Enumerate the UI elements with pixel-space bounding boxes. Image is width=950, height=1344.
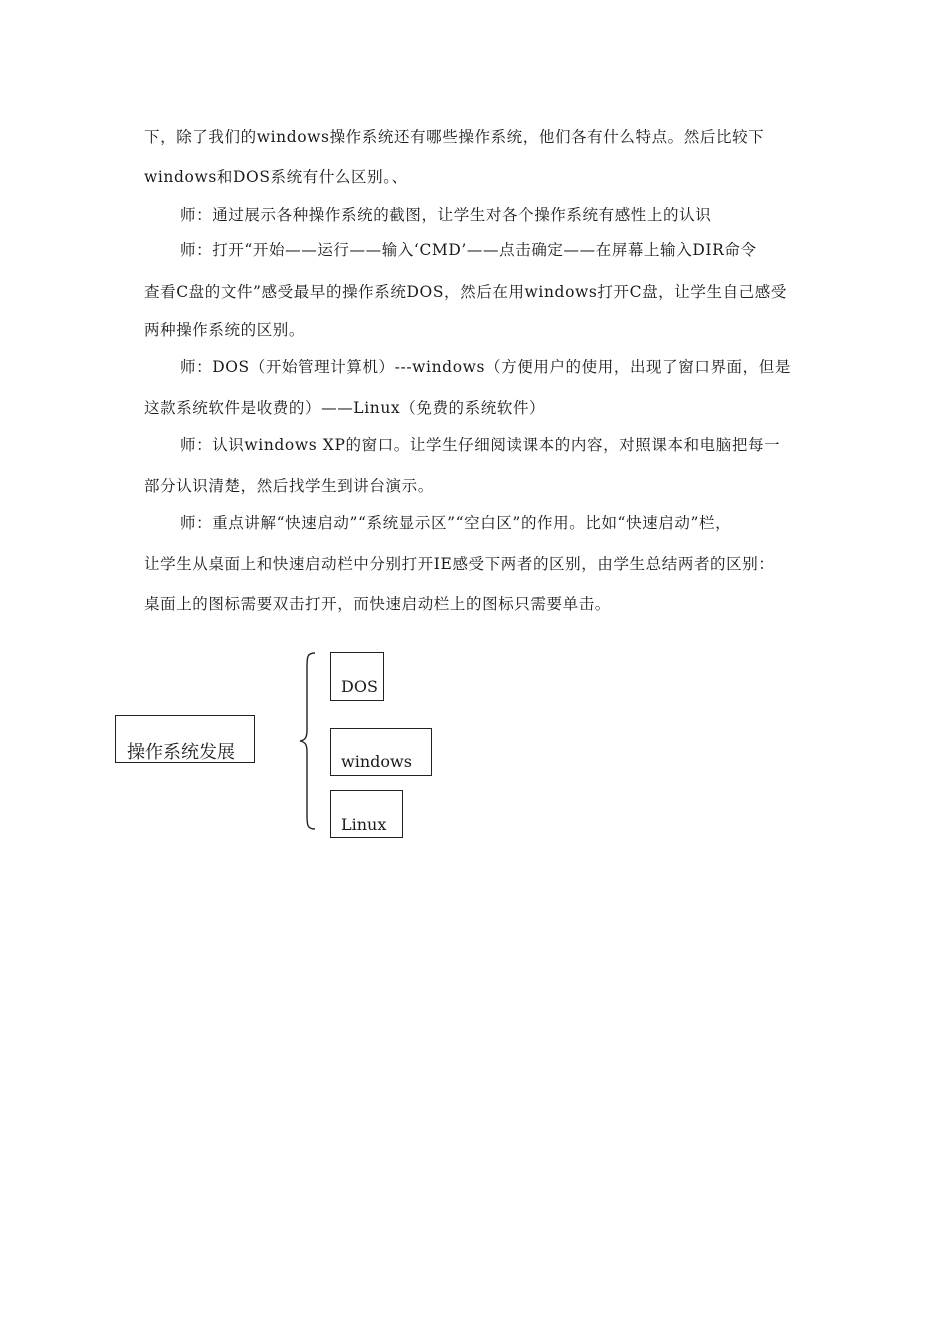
paragraph-line: 下，除了我们的windows操作系统还有哪些操作系统，他们各有什么特点。然后比较下 [144, 128, 765, 146]
diagram-branch-label: DOS [341, 677, 378, 696]
diagram-root-label: 操作系统发展 [127, 742, 235, 763]
paragraph-line: 桌面上的图标需要双击打开，而快速启动栏上的图标只需要单击。 [144, 595, 611, 613]
paragraph-line: 查看C盘的文件”感受最早的操作系统DOS，然后在用windows打开C盘，让学生自己感受 [144, 283, 787, 301]
diagram-branch-label: windows [341, 752, 412, 771]
paragraph-line: 两种操作系统的区别。 [144, 321, 306, 339]
diagram-branch-windows [330, 728, 432, 776]
paragraph-line: 师：认识windows XP的窗口。让学生仔细阅读课本的内容，对照课本和电脑把每一 [180, 436, 781, 454]
paragraph-line: 师：重点讲解“快速启动”“系统显示区”“空白区”的作用。比如“快速启动”栏， [180, 514, 732, 532]
paragraph-line: 部分认识清楚，然后找学生到讲台演示。 [144, 477, 434, 495]
diagram-branch-label: Linux [341, 815, 387, 834]
diagram-branch-dos [330, 652, 384, 701]
paragraph-line: windows和DOS系统有什么区别。、 [144, 168, 408, 186]
curly-brace-icon [290, 650, 320, 832]
diagram-root-box [115, 715, 255, 763]
paragraph-line: 师：通过展示各种操作系统的截图，让学生对各个操作系统有感性上的认识 [180, 206, 712, 224]
paragraph-line: 师：打开“开始——运行——输入‘CMD’——点击确定——在屏幕上输入DIR命令 [180, 241, 757, 259]
paragraph-line: 让学生从桌面上和快速启动栏中分别打开IE感受下两者的区别，由学生总结两者的区别： [144, 555, 775, 573]
paragraph-line: 师：DOS（开始管理计算机）---windows（方便用户的使用，出现了窗口界面，但是 [180, 358, 791, 376]
diagram-branch-linux [330, 790, 403, 838]
paragraph-line: 这款系统软件是收费的）——Linux（免费的系统软件） [144, 399, 546, 417]
